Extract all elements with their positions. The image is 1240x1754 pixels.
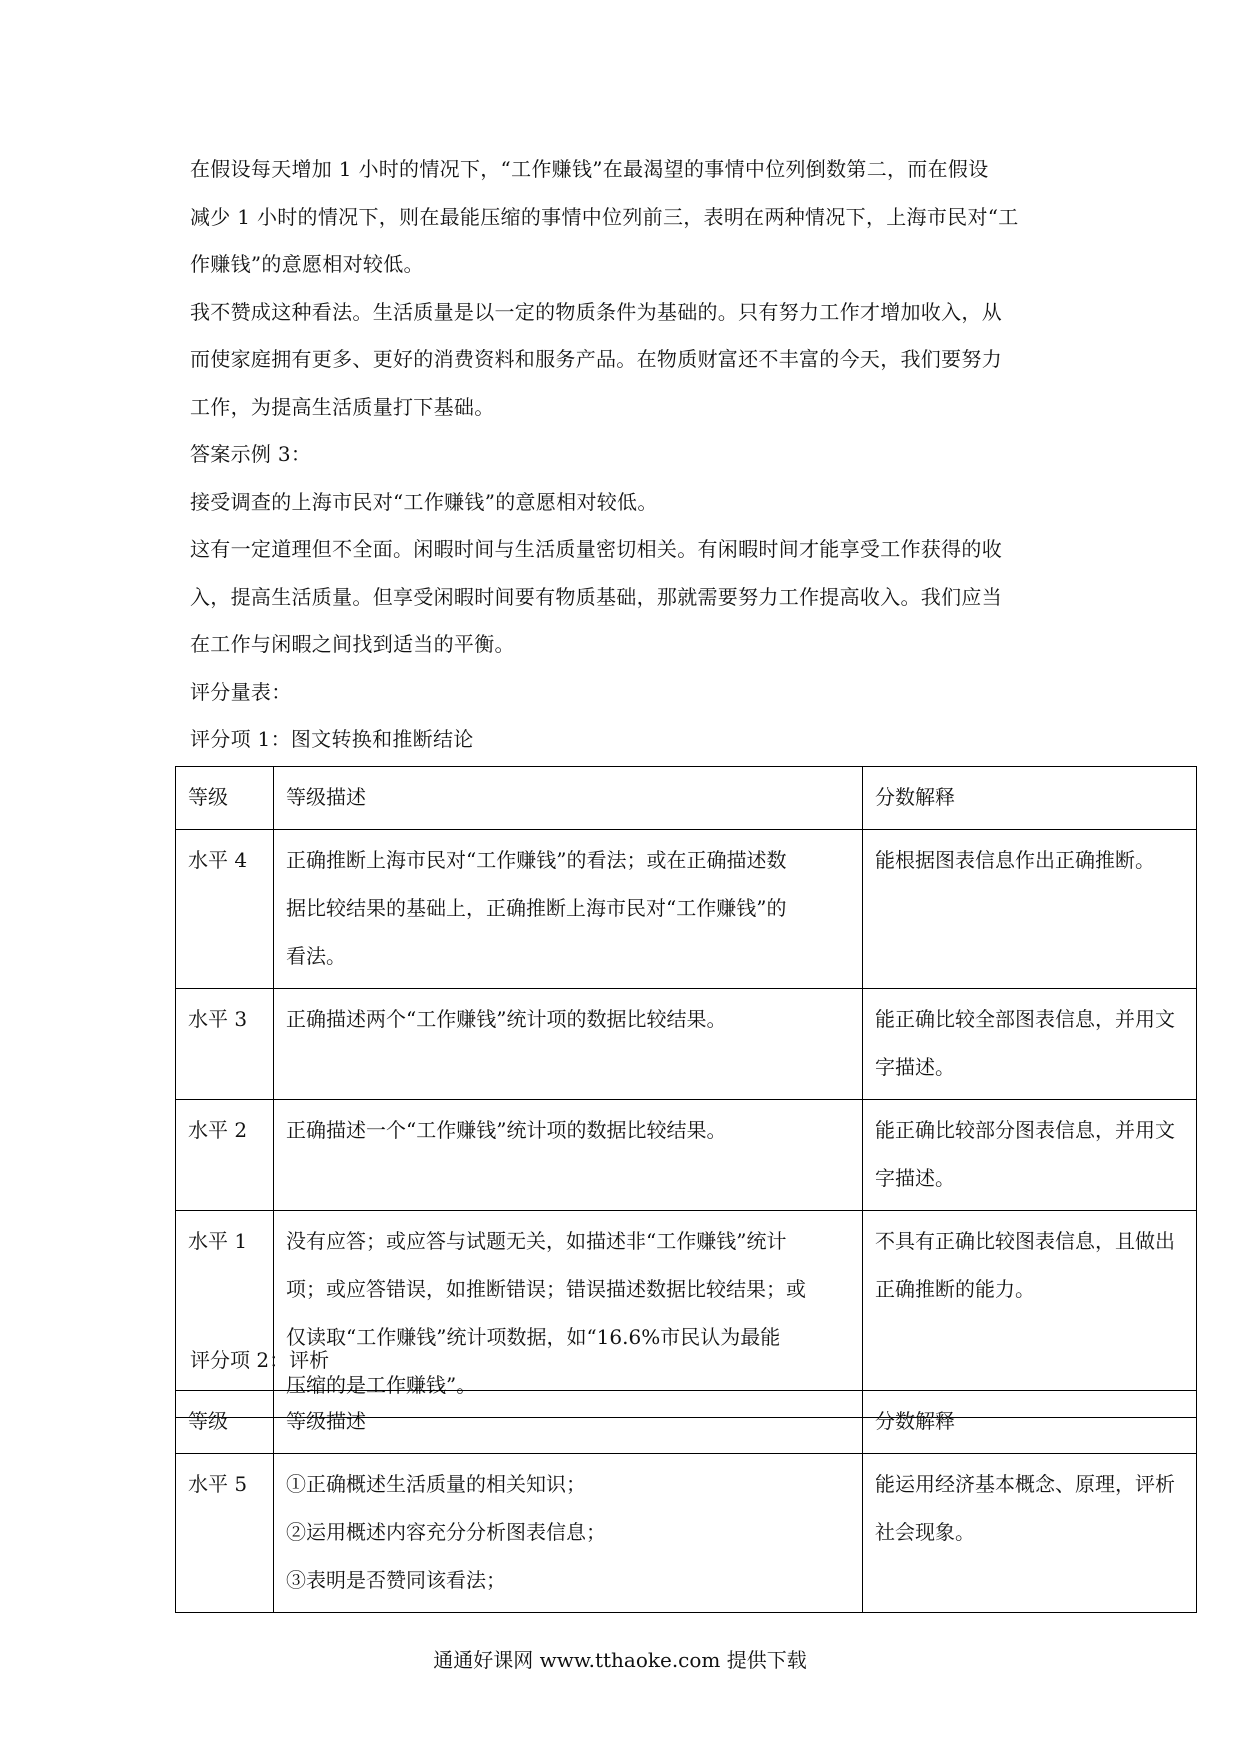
paragraph-line: 在假设每天增加 1 小时的情况下，“工作赚钱”在最渴望的事情中位列倒数第二，而在假设 (190, 157, 989, 181)
description-line: 正确描述一个“工作赚钱”统计项的数据比较结果。 (286, 1118, 727, 1142)
score-line: 社会现象。 (875, 1520, 975, 1544)
table1-title: 评分项 1：图文转换和推断结论 (190, 727, 474, 751)
header-cell: 等级描述 (274, 1391, 863, 1454)
rubric-table-2 (175, 1390, 1197, 1613)
header-cell: 等级描述 (274, 767, 863, 830)
description-cell (274, 1454, 863, 1613)
paragraph-line: 我不赞成这种看法。生活质量是以一定的物质条件为基础的。只有努力工作才增加收入，从 (190, 299, 1002, 324)
description-line: 正确描述两个“工作赚钱”统计项的数据比较结果。 (286, 1007, 727, 1031)
description-cell (274, 1100, 863, 1211)
page-footer: 通通好课网 www.tthaoke.com 提供下载 (433, 1648, 807, 1672)
score-cell (863, 1100, 1197, 1211)
description-cell (274, 1211, 863, 1418)
description-line: 看法。 (286, 944, 346, 968)
table-header-row (176, 767, 1197, 830)
level-cell: 水平 5 (176, 1454, 274, 1613)
level-cell: 水平 1 (176, 1211, 274, 1418)
table-row (176, 989, 1197, 1100)
description-line: ③表明是否赞同该看法； (286, 1568, 506, 1592)
score-line: 不具有正确比较图表信息，且做出 (875, 1229, 1175, 1253)
level-cell: 水平 4 (176, 830, 274, 989)
description-line: 没有应答；或应答与试题无关，如描述非“工作赚钱”统计 (286, 1229, 787, 1253)
paragraph-line: 入，提高生活质量。但享受闲暇时间要有物质基础，那就需要努力工作提高收入。我们应当 (190, 584, 1002, 609)
paragraph-line: 接受调查的上海市民对“工作赚钱”的意愿相对较低。 (190, 489, 658, 514)
score-line: 能运用经济基本概念、原理，评析 (875, 1472, 1175, 1496)
table2-title: 评分项 2：评析 (190, 1348, 330, 1372)
score-cell (863, 830, 1197, 989)
header-cell: 分数解释 (863, 1391, 1197, 1454)
paragraph-line: 这有一定道理但不全面。闲暇时间与生活质量密切相关。有闲暇时间才能享受工作获得的收 (190, 537, 1002, 561)
paragraph-line: 作赚钱”的意愿相对较低。 (190, 252, 424, 276)
score-line: 字描述。 (875, 1166, 955, 1190)
header-cell: 等级 (176, 1391, 274, 1454)
table-row (176, 1100, 1197, 1211)
description-cell (274, 989, 863, 1100)
score-cell (863, 1211, 1197, 1418)
description-line: 据比较结果的基础上，正确推断上海市民对“工作赚钱”的 (286, 896, 787, 920)
score-cell (863, 1454, 1197, 1613)
description-line: 正确推断上海市民对“工作赚钱”的看法；或在正确描述数 (286, 848, 787, 872)
paragraph-line: 减少 1 小时的情况下，则在最能压缩的事情中位列前三，表明在两种情况下，上海市民对“工 (190, 204, 1019, 229)
body-text (190, 146, 1090, 764)
paragraph-line: 工作，为提高生活质量打下基础。 (190, 394, 495, 419)
header-cell: 分数解释 (863, 767, 1197, 830)
table-row (176, 1211, 1197, 1418)
description-cell (274, 830, 863, 989)
description-line: ①正确概述生活质量的相关知识； (286, 1472, 586, 1496)
description-line: ②运用概述内容充分分析图表信息； (286, 1520, 606, 1544)
table-header-row (176, 1391, 1197, 1454)
description-line: 压缩的是工作赚钱”。 (286, 1373, 477, 1397)
description-line: 仅读取“工作赚钱”统计项数据，如“16.6%市民认为最能 (286, 1325, 781, 1349)
level-cell: 水平 3 (176, 989, 274, 1100)
score-line: 能正确比较部分图表信息，并用文 (875, 1118, 1175, 1142)
paragraph-line: 评分量表： (190, 679, 292, 704)
score-line: 正确推断的能力。 (875, 1277, 1035, 1301)
paragraph-line: 答案示例 3： (190, 442, 312, 466)
paragraph-line: 而使家庭拥有更多、更好的消费资料和服务产品。在物质财富还不丰富的今天，我们要努力 (190, 347, 1002, 371)
header-cell: 等级 (176, 767, 274, 830)
level-cell: 水平 2 (176, 1100, 274, 1211)
description-line: 项；或应答错误，如推断错误；错误描述数据比较结果；或 (286, 1277, 806, 1301)
score-line: 能正确比较全部图表信息，并用文 (875, 1007, 1175, 1031)
paragraph-line: 在工作与闲暇之间找到适当的平衡。 (190, 632, 515, 656)
score-cell (863, 989, 1197, 1100)
score-line: 字描述。 (875, 1055, 955, 1079)
rubric-table-1 (175, 766, 1197, 1418)
table-row (176, 1454, 1197, 1613)
table-row (176, 830, 1197, 989)
score-line: 能根据图表信息作出正确推断。 (875, 848, 1155, 872)
